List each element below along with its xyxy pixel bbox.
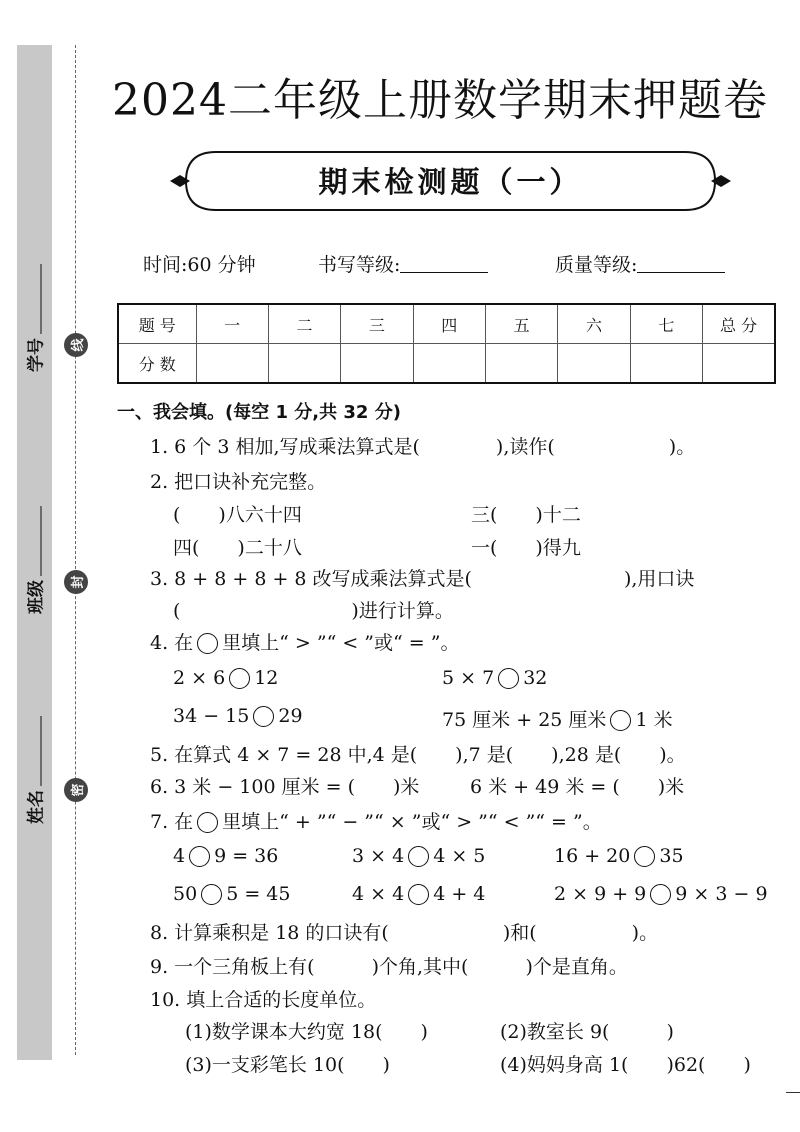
student-id-label: 学号 <box>26 338 47 372</box>
name-label: 姓名 <box>26 790 47 824</box>
seal-feng: 封 <box>64 570 88 594</box>
operator-right: 4 + 4 <box>433 883 486 905</box>
class-blank[interactable] <box>41 506 42 576</box>
question-2a: ( )八六十四 <box>173 504 302 526</box>
operator-item <box>173 883 290 905</box>
score-cell[interactable] <box>486 344 558 384</box>
compare-right: 29 <box>278 705 303 727</box>
table-header-cell: 四 <box>413 304 485 344</box>
compare-item <box>173 667 278 689</box>
operator-right: 9 × 3 − 9 <box>675 883 768 905</box>
operator-item <box>173 845 278 867</box>
compare-left: 2 × 6 <box>173 667 226 689</box>
question-1: 1. 6 个 3 相加,写成乘法算式是( ),读作( )。 <box>150 436 696 458</box>
operator-item <box>352 845 485 867</box>
score-row-label: 分 数 <box>118 344 196 384</box>
compare-right: 12 <box>254 667 279 689</box>
circle-icon <box>197 633 218 654</box>
writing-grade <box>318 250 488 277</box>
score-cell[interactable] <box>558 344 630 384</box>
operator-item <box>352 883 485 905</box>
score-cell[interactable] <box>196 344 268 384</box>
operator-item <box>554 883 768 905</box>
table-header-cell: 七 <box>630 304 702 344</box>
seal-xian: 线 <box>64 333 88 357</box>
operator-item <box>554 845 684 867</box>
operator-right: 4 × 5 <box>433 845 486 867</box>
quality-grade-blank[interactable] <box>637 254 725 273</box>
cut-line <box>75 45 76 1055</box>
compare-right: 1 米 <box>635 709 673 731</box>
question-2: 2. 把口诀补充完整。 <box>150 471 327 493</box>
table-header-cell: 总 分 <box>703 304 775 344</box>
question-8: 8. 计算乘积是 18 的口诀有( )和( )。 <box>150 922 659 944</box>
score-cell[interactable] <box>703 344 775 384</box>
table-header-cell: 三 <box>341 304 413 344</box>
operator-left: 4 <box>173 845 186 867</box>
question-6a: 6. 3 米 − 100 厘米 = ( )米 <box>150 776 420 798</box>
page-title: 2024二年级上册数学期末押题卷 <box>112 75 768 126</box>
question-5: 5. 在算式 4 × 7 = 28 中,4 是( ),7 是( ),28 是( )。 <box>150 744 686 766</box>
operator-right: 35 <box>659 845 684 867</box>
question-6b: 6 米 + 49 米 = ( )米 <box>470 776 685 798</box>
name-field <box>22 716 47 824</box>
question-3-line2: ( )进行计算。 <box>173 600 454 622</box>
answer-circle[interactable] <box>610 710 631 731</box>
question-2b: 三( )十二 <box>471 504 581 526</box>
operator-left: 50 <box>173 883 198 905</box>
question-2c: 四( )二十八 <box>173 537 302 559</box>
compare-item <box>442 705 673 732</box>
banner-title: 期末检测题（一） <box>318 165 583 199</box>
question-7 <box>150 807 602 834</box>
answer-circle[interactable] <box>189 846 210 867</box>
question-10-4: (4)妈妈身高 1( )62( ) <box>500 1054 751 1076</box>
class-label: 班级 <box>26 580 47 614</box>
operator-right: 5 = 45 <box>226 883 291 905</box>
table-header-cell: 二 <box>268 304 340 344</box>
quality-grade <box>555 250 725 277</box>
corner-mark <box>786 1092 800 1093</box>
compare-left: 75 厘米 + 25 厘米 <box>442 709 607 731</box>
question-3-line1: 3. 8 + 8 + 8 + 8 改写成乘法算式是( ),用口诀 <box>150 568 695 590</box>
operator-left: 4 × 4 <box>352 883 405 905</box>
table-header-cell: 五 <box>486 304 558 344</box>
question-9: 9. 一个三角板上有( )个角,其中( )个是直角。 <box>150 956 628 978</box>
compare-item <box>173 705 303 727</box>
answer-circle[interactable] <box>650 884 671 905</box>
operator-right: 9 = 36 <box>214 845 279 867</box>
student-id-field <box>22 264 47 372</box>
operator-left: 16 + 20 <box>554 845 631 867</box>
question-2d: 一( )得九 <box>471 537 581 559</box>
compare-left: 5 × 7 <box>442 667 495 689</box>
question-10-2: (2)教室长 9( ) <box>500 1021 674 1043</box>
operator-left: 2 × 9 + 9 <box>554 883 647 905</box>
writing-grade-blank[interactable] <box>400 254 488 273</box>
answer-circle[interactable] <box>498 668 519 689</box>
exam-time: 时间:60 分钟 <box>143 254 256 276</box>
table-row <box>118 344 775 384</box>
class-field <box>22 506 47 614</box>
quality-grade-label: 质量等级: <box>555 254 638 276</box>
score-cell[interactable] <box>341 344 413 384</box>
question-4-post: 里填上“ > ”“ < ”或“ = ”。 <box>222 632 460 654</box>
score-cell[interactable] <box>630 344 702 384</box>
score-cell[interactable] <box>268 344 340 384</box>
score-table <box>117 303 776 384</box>
answer-circle[interactable] <box>408 846 429 867</box>
writing-grade-label: 书写等级: <box>318 254 401 276</box>
answer-circle[interactable] <box>408 884 429 905</box>
compare-left: 34 − 15 <box>173 705 250 727</box>
answer-circle[interactable] <box>634 846 655 867</box>
table-header-cell: 六 <box>558 304 630 344</box>
seal-mi: 密 <box>64 778 88 802</box>
compare-right: 32 <box>523 667 548 689</box>
question-7-post: 里填上“ + ”“ − ”“ × ”或“ > ”“ < ”“ = ”。 <box>222 811 602 833</box>
question-4-pre: 4. 在 <box>150 632 194 654</box>
table-row <box>118 304 775 344</box>
question-10-1: (1)数学课本大约宽 18( ) <box>185 1021 428 1043</box>
question-10: 10. 填上合适的长度单位。 <box>150 989 377 1011</box>
section-title: 一、我会填。(每空 1 分,共 32 分) <box>117 402 401 423</box>
question-4 <box>150 628 459 655</box>
circle-icon <box>197 812 218 833</box>
answer-circle[interactable] <box>253 706 274 727</box>
compare-item <box>442 667 547 689</box>
question-10-3: (3)一支彩笔长 10( ) <box>185 1054 390 1076</box>
name-blank[interactable] <box>41 716 42 786</box>
student-id-blank[interactable] <box>41 264 42 334</box>
answer-circle[interactable] <box>201 884 222 905</box>
score-cell[interactable] <box>413 344 485 384</box>
operator-left: 3 × 4 <box>352 845 405 867</box>
answer-circle[interactable] <box>229 668 250 689</box>
question-7-pre: 7. 在 <box>150 811 194 833</box>
table-header-cell: 题 号 <box>118 304 196 344</box>
table-header-cell: 一 <box>196 304 268 344</box>
